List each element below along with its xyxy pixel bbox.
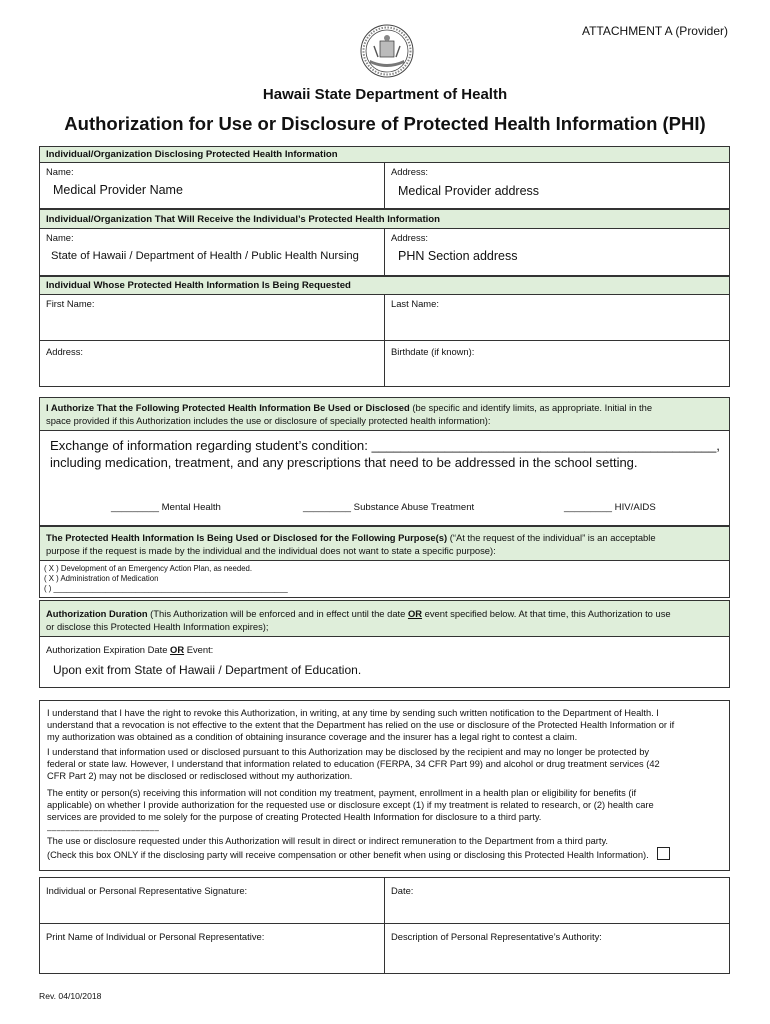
text-line: federal or state law. However, I understand that information related to education (FERPA, 34 CFR Part 99) and alcohol or drug treatment services (42 xyxy=(47,759,660,769)
authorize-heading xyxy=(40,398,729,431)
purpose-heading-bold: The Protected Health Information Is Being Used or Disclosed for the Following Purpose(s) xyxy=(46,532,448,543)
receiving-name-field[interactable] xyxy=(40,229,385,275)
text-line: understand that a revocation is not effective to the extent that the Department has relied on the use or disclosure of the Protected Health Information or if xyxy=(47,720,675,730)
expiration-value: Upon exit from State of Hawaii / Department of Education. xyxy=(53,663,362,677)
disclosing-address-value: Medical Provider address xyxy=(398,184,540,198)
text-line: The entity or person(s) receiving this information will not condition my treatment, payment, enrollment in a health plan or eligibility for benefits (if xyxy=(47,788,637,798)
understand-paragraph-revoke xyxy=(47,707,723,743)
purpose-heading-rest: (“At the request of the individual” is an acceptable xyxy=(447,532,656,543)
text-line: I understand that I have the right to revoke this Authorization, in writing, at any time by sending such written notification to the Department of Health. I xyxy=(47,708,659,718)
department-name: Hawaii State Department of Health xyxy=(262,86,508,103)
signature-section xyxy=(39,877,730,974)
print-name-field[interactable] xyxy=(40,924,385,973)
state-seal-icon xyxy=(360,24,414,78)
remuneration-checkbox[interactable] xyxy=(657,847,670,860)
authorize-line-1: Exchange of information regarding student’s condition: _______________________________________________, xyxy=(50,438,720,453)
disclosing-name-label: Name: xyxy=(46,166,74,177)
receiving-name-value: State of Hawaii / Department of Health / Public Health Nursing xyxy=(51,250,359,262)
attachment-label: ATTACHMENT A (Provider) xyxy=(581,24,728,38)
initial-mental-health[interactable]: _________ Mental Health xyxy=(111,502,221,513)
text-line: my authorization was obtained as a condition of obtaining insurance coverage and the insurer has a legal right to contest a claim. xyxy=(47,732,578,742)
disclosing-name-field[interactable] xyxy=(40,163,385,208)
revision-date: Rev. 04/10/2018 xyxy=(39,991,102,1001)
duration-section xyxy=(39,600,730,688)
date-label: Date: xyxy=(391,885,414,896)
form-title: Authorization for Use or Disclosure of Protected Health Information (PHI) xyxy=(64,113,706,134)
authorize-heading-rest: (be specific and identify limits, as appropriate. Initial in the xyxy=(409,402,653,413)
birthdate-label: Birthdate (if known): xyxy=(391,346,475,357)
receiving-address-label: Address: xyxy=(391,232,428,243)
authority-field[interactable] xyxy=(385,924,729,973)
purpose-heading-line2: purpose if the request is made by the individual and the individual does not want to state a specific purpose): xyxy=(46,544,496,556)
individual-section xyxy=(39,276,730,387)
expiration-label-or: OR xyxy=(170,644,185,655)
individual-address-field[interactable] xyxy=(40,341,385,386)
signature-label: Individual or Personal Representative Signature: xyxy=(46,885,248,896)
duration-heading-bold: Authorization Duration xyxy=(46,608,148,619)
individual-address-label: Address: xyxy=(46,346,83,357)
authorize-content[interactable] xyxy=(40,431,729,525)
print-name-label: Print Name of Individual or Personal Representative: xyxy=(46,931,265,942)
receiving-address-field[interactable] xyxy=(385,229,729,275)
authorize-section xyxy=(39,397,730,526)
purpose-item: ( X ) Administration of Medication xyxy=(44,574,159,583)
disclosing-section xyxy=(39,146,730,209)
purpose-item: ( ) ______________________________________________________ xyxy=(44,584,288,593)
receiving-name-label: Name: xyxy=(46,232,74,243)
purpose-heading xyxy=(40,527,729,561)
duration-heading-or: OR xyxy=(407,608,423,619)
authorize-line-2: including medication, treatment, and any prescriptions that need to be addressed in the school setting. xyxy=(50,455,638,470)
text-line xyxy=(47,847,723,861)
authorize-heading-line2: space provided if this Authorization includes the use or disclosure of specially protected health information): xyxy=(46,414,491,426)
duration-heading-rest: (This Authorization will be enforced and in effect until the date xyxy=(147,608,408,619)
receiving-address-value: PHN Section address xyxy=(398,249,518,263)
understand-paragraph-condition xyxy=(47,787,723,823)
text-line: services are provided to me solely for the purpose of creating Protected Health Information for disclosure to a third party. xyxy=(47,812,542,822)
birthdate-field[interactable] xyxy=(385,341,729,386)
text-line: CFR Part 2) may not be disclosed or redisclosed without my authorization. xyxy=(47,771,353,781)
expiration-field[interactable] xyxy=(40,637,729,687)
text-line: I understand that information used or disclosed pursuant to this Authorization may be disclosed by the recipient and may no longer be protected by xyxy=(47,747,650,757)
purpose-list[interactable] xyxy=(40,561,729,597)
disclosing-address-label: Address: xyxy=(391,166,428,177)
text-line: applicable) on whether I provide authorization for the requested use or disclosure except (1) if my treatment is related to research, or (2) health care xyxy=(47,800,654,810)
expiration-label xyxy=(46,644,213,655)
text-line: The use or disclosure requested under this Authorization will result in direct or indirect remuneration to the Department from a third party. xyxy=(47,836,609,846)
purpose-section xyxy=(39,526,730,598)
signature-field[interactable] xyxy=(40,878,385,923)
disclosing-address-field[interactable] xyxy=(385,163,729,208)
authority-label: Description of Personal Representative’s Authority: xyxy=(391,931,602,942)
individual-heading: Individual Whose Protected Health Information Is Being Requested xyxy=(40,277,729,295)
receiving-section xyxy=(39,209,730,276)
disclosing-heading: Individual/Organization Disclosing Protected Health Information xyxy=(40,147,729,163)
purpose-item: ( X ) Development of an Emergency Action Plan, as needed. xyxy=(44,564,253,573)
understand-paragraph-remuneration xyxy=(47,835,723,861)
duration-heading xyxy=(40,601,729,637)
initial-hiv-aids[interactable]: _________ HIV/AIDS xyxy=(564,502,656,513)
authorize-heading-bold: I Authorize That the Following Protected Health Information Be Used or Disclosed xyxy=(46,402,410,413)
expiration-label-text: Authorization Expiration Date xyxy=(46,644,171,655)
duration-heading-line2: or disclose this Protected Health Information expires); xyxy=(46,620,269,632)
understand-paragraph-redisclose xyxy=(47,746,723,782)
remuneration-text: (Check this box ONLY if the disclosing party will receive compensation or other benefit when using or disclosing this Protected Health Information). xyxy=(47,850,649,860)
initial-substance-abuse[interactable]: _________ Substance Abuse Treatment xyxy=(303,502,475,513)
last-name-field[interactable] xyxy=(385,295,729,340)
receiving-heading: Individual/Organization That Will Receive the Individual’s Protected Health Information xyxy=(40,210,729,229)
understand-section xyxy=(39,700,730,871)
date-field[interactable] xyxy=(385,878,729,923)
duration-heading-rest2: event specified below. At that time, this Authorization to use xyxy=(422,608,671,619)
first-name-field[interactable] xyxy=(40,295,385,340)
dash-line: – – – – – – – – – – – – – – – – – – – – – – – – xyxy=(47,826,158,835)
disclosing-name-value: Medical Provider Name xyxy=(53,183,183,197)
last-name-label: Last Name: xyxy=(391,298,439,309)
expiration-label-event: Event: xyxy=(184,644,214,655)
first-name-label: First Name: xyxy=(46,298,95,309)
